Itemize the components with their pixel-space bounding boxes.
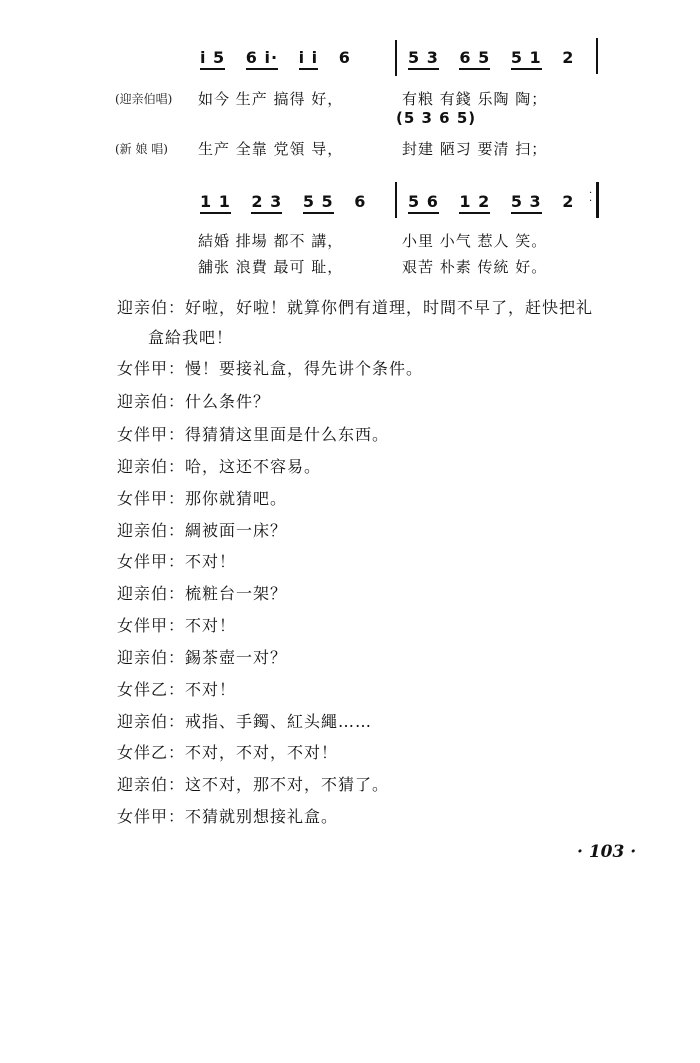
role-label: (迎亲伯唱) [115, 92, 173, 106]
dialogue-line [117, 549, 236, 572]
speech: 那你就猜吧。 [185, 489, 288, 508]
speaker: 女伴乙： [117, 743, 186, 762]
speech: 得猜猜这里面是什么东西。 [185, 425, 390, 444]
speech: 不对！ [185, 680, 237, 699]
dialogue-line [117, 422, 389, 445]
note-group: i i [299, 48, 319, 67]
speaker: 女伴甲： [117, 489, 186, 508]
score-line-2-left [200, 192, 380, 211]
note-group: 2 [562, 192, 575, 211]
speech: 戒指、手鐲、紅头繩…… [185, 712, 373, 731]
speech: 什么条件？ [185, 392, 271, 411]
speech: 哈，这还不容易。 [185, 457, 322, 476]
speech: 不猜就别想接礼盒。 [185, 807, 339, 826]
lyric-line: 結婚 排場 都不 講， [198, 232, 344, 250]
note-group: 1 2 [459, 192, 490, 211]
speech: 錫茶壺一对？ [185, 648, 288, 667]
role-label: (新 娘 唱) [115, 142, 168, 156]
note-group: 2 3 [251, 192, 282, 211]
speaker: 女伴甲： [117, 807, 186, 826]
dialogue-line [148, 325, 233, 348]
page-number: · 103 · [577, 842, 637, 862]
speaker: 迎亲伯： [117, 648, 186, 667]
dialogue-line [117, 518, 287, 541]
score-line-2-right [408, 192, 588, 211]
note-group: 5 1 [511, 48, 542, 67]
speaker: 女伴甲： [117, 425, 186, 444]
note-group: 6 i· [246, 48, 278, 67]
speaker: 女伴甲： [117, 359, 186, 378]
note-group: 6 5 [459, 48, 490, 67]
lyric-line: 生产 全靠 党領 导， [198, 140, 344, 158]
speech: 不对！ [185, 552, 237, 571]
dialogue-line [117, 740, 338, 763]
speaker: 迎亲伯： [117, 775, 186, 794]
note-group: i 5 [200, 48, 225, 67]
note-group: 5 5 [303, 192, 334, 211]
repeat-dots: · · [589, 188, 593, 207]
speaker: 迎亲伯： [117, 298, 186, 317]
note-group: 5 6 [408, 192, 439, 211]
lyric-line: 小里 小气 惹人 笑。 [402, 232, 548, 250]
bar-line [395, 40, 397, 76]
dialogue-line [117, 677, 236, 700]
alternate-notes: (5 3 6 5) [396, 109, 477, 127]
speaker: 女伴甲： [117, 552, 186, 571]
speaker: 迎亲伯： [117, 712, 186, 731]
lyric-line: 艰苦 朴素 传統 好。 [402, 258, 548, 276]
speech: 盒給我吧！ [148, 328, 234, 347]
speaker: 女伴乙： [117, 680, 186, 699]
dialogue-line [117, 581, 287, 604]
dialogue-line [117, 772, 389, 795]
dialogue-line [117, 356, 423, 379]
dialogue-line [117, 804, 338, 827]
dialogue-line [117, 645, 287, 668]
note-group: 1 1 [200, 192, 231, 211]
note-group: 6 [354, 192, 367, 211]
speech: 好啦，好啦！就算你們有道理，时間不早了，赶快把礼 [185, 298, 594, 317]
dialogue-line [117, 454, 321, 477]
lyric-line: 如今 生产 搞得 好， [198, 90, 344, 108]
speech: 不对！ [185, 616, 237, 635]
note-group: 5 3 [408, 48, 439, 67]
note-group: 6 [338, 48, 351, 67]
score-line-1-left [200, 48, 365, 67]
lyric-line: 舖张 浪費 最可 耻， [198, 258, 344, 276]
end-bar-line [596, 182, 599, 218]
speech: 梳粧台一架？ [185, 584, 288, 603]
dialogue-line [117, 389, 270, 412]
dialogue-line [117, 709, 372, 732]
speaker: 迎亲伯： [117, 521, 186, 540]
dialogue-line [117, 613, 236, 636]
lyric-line: 封建 陋习 要清 扫； [402, 140, 548, 158]
speech: 不对，不对，不对！ [185, 743, 339, 762]
speaker: 迎亲伯： [117, 457, 186, 476]
note-group: 2 [562, 48, 575, 67]
score-line-1-right [408, 48, 588, 67]
speech: 慢！要接礼盒，得先讲个条件。 [185, 359, 424, 378]
speaker: 女伴甲： [117, 616, 186, 635]
note-group: 5 3 [511, 192, 542, 211]
speech: 这不对，那不对，不猜了。 [185, 775, 390, 794]
speech: 綢被面一床？ [185, 521, 288, 540]
lyric-line: 有粮 有錢 乐陶 陶； [402, 90, 548, 108]
bar-line [395, 182, 397, 218]
speaker: 迎亲伯： [117, 392, 186, 411]
bar-line [596, 38, 598, 74]
dialogue-line [117, 295, 593, 318]
speaker: 迎亲伯： [117, 584, 186, 603]
dialogue-line [117, 486, 287, 509]
